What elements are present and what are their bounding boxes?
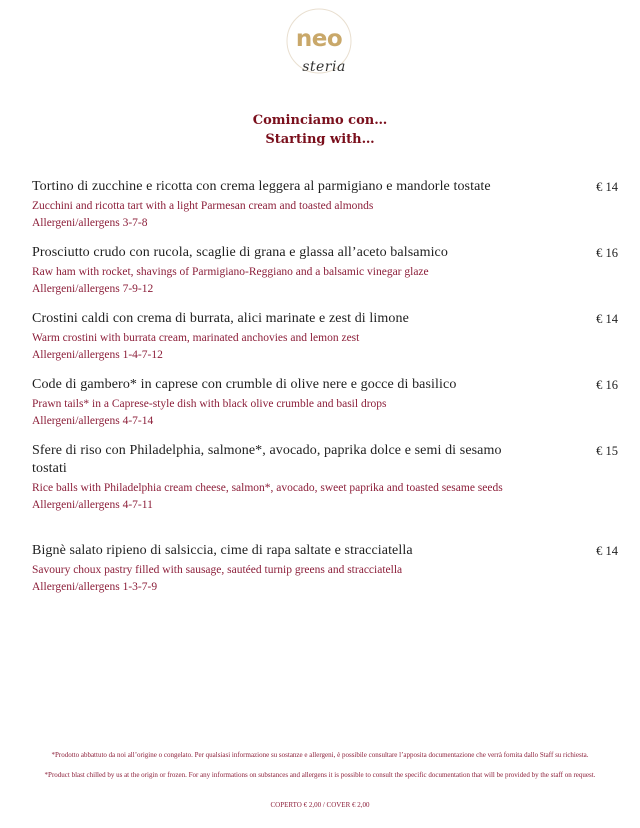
dish-description-english: Warm crostini with burrata cream, marinated anchovies and lemon zest	[32, 332, 360, 344]
dish-allergens: Allergeni/allergens 4-7-14	[32, 415, 154, 427]
dish-name-italian: Prosciutto crudo con rucola, scaglie di grana e glassa all’aceto balsamico	[32, 245, 448, 260]
menu-item	[32, 178, 618, 231]
section-heading-italian: Cominciamo con…	[252, 113, 388, 128]
dish-price: € 16	[596, 378, 618, 392]
menu-item	[32, 310, 618, 363]
dish-description-english: Savoury choux pastry filled with sausage, sautéed turnip greens and stracciatella	[32, 564, 403, 576]
dish-name-italian: Crostini caldi con crema di burrata, alici marinate e zest di limone	[32, 311, 409, 326]
dish-name-italian: Code di gambero* in caprese con crumble di olive nere e gocce di basilico	[32, 377, 457, 392]
dish-allergens: Allergeni/allergens 1-4-7-12	[32, 349, 163, 361]
section-heading-english: Starting with…	[265, 132, 375, 147]
dish-price: € 14	[596, 312, 618, 326]
dish-price: € 14	[596, 544, 618, 558]
dish-price: € 15	[596, 444, 618, 458]
dish-name-italian: Tortino di zucchine e ricotta con crema leggera al parmigiano e mandorle tostate	[32, 179, 491, 194]
dish-allergens: Allergeni/allergens 3-7-8	[32, 217, 148, 229]
dish-description-english: Prawn tails* in a Caprese-style dish with black olive crumble and basil drops	[32, 398, 387, 410]
dish-price: € 14	[596, 180, 618, 194]
dish-price: € 16	[596, 246, 618, 260]
osteria-logo	[284, 8, 358, 84]
dish-description-english: Raw ham with rocket, shavings of Parmigiano-Reggiano and a balsamic vinegar glaze	[32, 266, 429, 278]
dish-allergens: Allergeni/allergens 1-3-7-9	[32, 581, 158, 593]
dish-allergens: Allergeni/allergens 4-7-11	[32, 499, 153, 511]
menu-item	[32, 244, 618, 297]
menu-item	[32, 442, 618, 513]
cover-charge: COPERTO € 2,00 / COVER € 2,00	[270, 801, 370, 809]
dish-allergens: Allergeni/allergens 7-9-12	[32, 283, 154, 295]
footnote-italian: *Prodotto abbattuto da noi all’origine o congelato. Per qualsiasi informazione su sostanze e allergeni, è possibile consultare l’apposita documentazione che verrà fornita dallo Staff su richiesta.	[51, 751, 589, 759]
footnote-english: *Product blast chilled by us at the origin or frozen. For any informations on substances and allergens it is possible to consult the specific documentation that will be provided by the staff on request.	[44, 771, 596, 779]
dish-name-italian: Sfere di riso con Philadelphia, salmone*, avocado, paprika dolce e semi di sesamo tostati	[32, 443, 502, 476]
menu-item	[32, 376, 618, 429]
logo-wordmark: neo	[295, 26, 343, 52]
logo-subtitle: steria	[302, 59, 346, 75]
menu-item	[32, 542, 618, 595]
dish-description-english: Zucchini and ricotta tart with a light Parmesan cream and toasted almonds	[32, 200, 374, 212]
dish-description-english: Rice balls with Philadelphia cream cheese, salmon*, avocado, sweet paprika and toasted sesame seeds	[32, 482, 503, 494]
dish-name-italian: Bignè salato ripieno di salsiccia, cime di rapa saltate e stracciatella	[32, 543, 413, 558]
